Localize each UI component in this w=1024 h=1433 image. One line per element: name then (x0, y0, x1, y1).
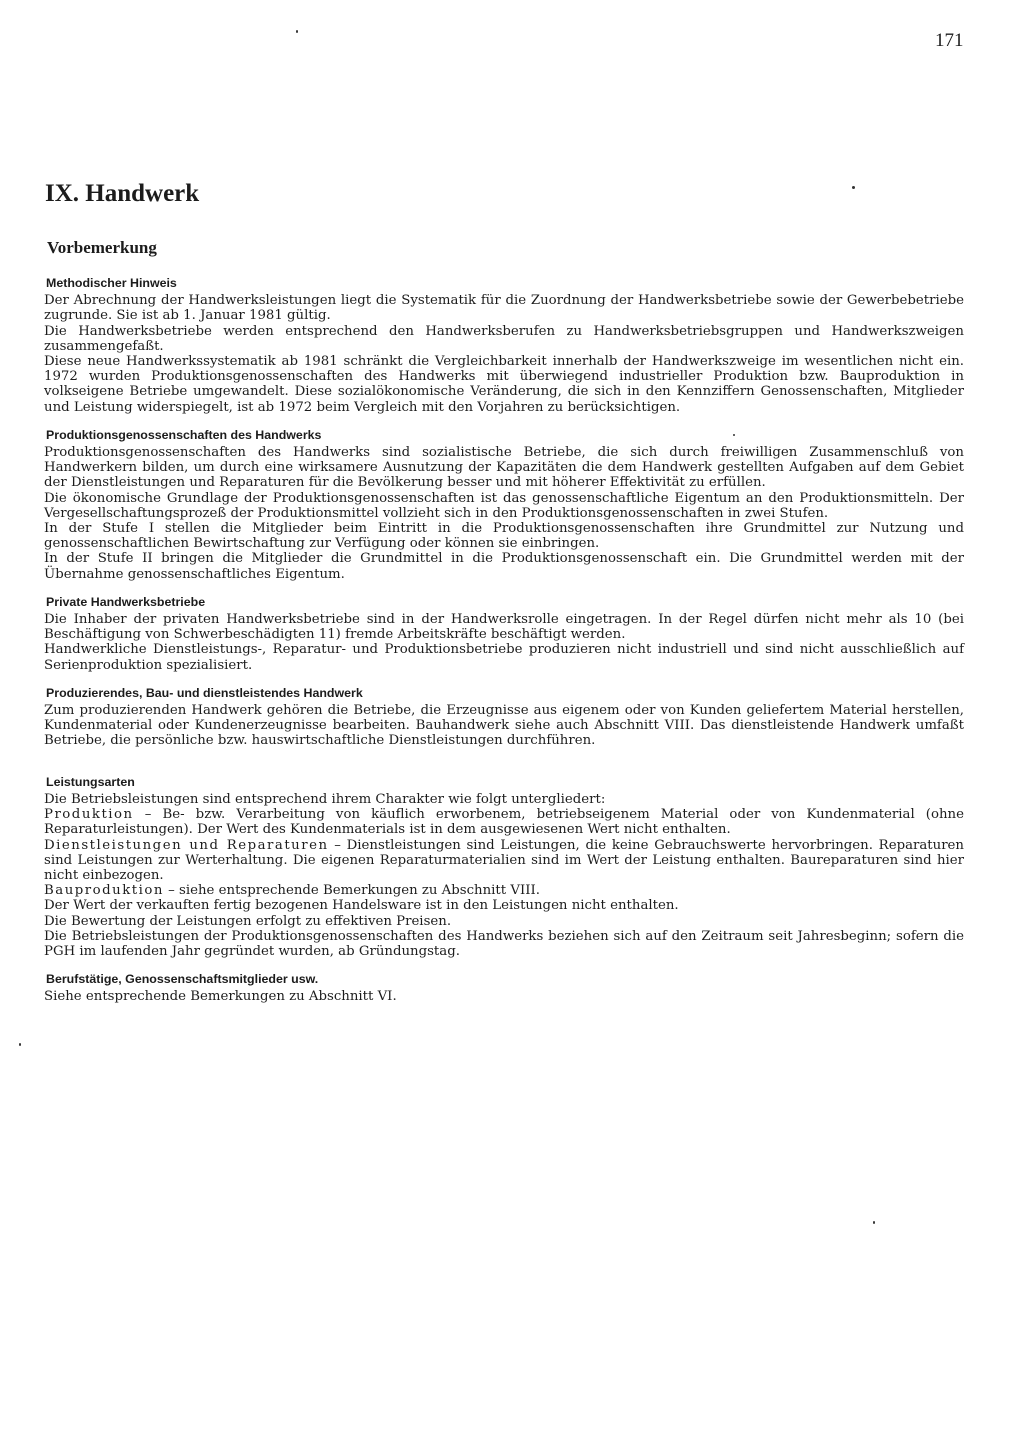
paragraph: Die Handwerksbetriebe werden entsprechend den Handwerksberufen zu Handwerksbetriebsgruppen und Handwerkszweigen zusammengefaßt. (44, 323, 964, 354)
block-heading: Berufstätige, Genossenschaftsmitglieder usw. (46, 972, 319, 987)
leistungsart-entry (44, 883, 964, 898)
leistungsart-entry (44, 838, 964, 884)
paragraph: Die ökonomische Grundlage der Produktionsgenossenschaften ist das genossenschaftliche Eigentum an den Produktionsmitteln. Der Vergesellschaftungsprozeß der Produktionsmittel vollzieht sich in den Produktionsgenossenschaften in zwei Stufen. (44, 490, 964, 521)
scan-speck (873, 1221, 875, 1224)
entry-text: – Be- bzw. Verarbeitung von käuflich erworbenem, betriebseigenem Material oder von Kundenmaterial (ohne Reparaturleistungen). Der Wert des Kundenmaterials ist in dem ausgewiesenen Wert nicht enthalten. (44, 807, 964, 838)
block-heading: Produzierendes, Bau- und dienstleistendes Handwerk (46, 685, 363, 700)
block-produzierendes-handwerk (44, 686, 964, 749)
paragraph: Die Bewertung der Leistungen erfolgt zu effektiven Preisen. (44, 913, 452, 929)
block-leistungsarten (44, 775, 964, 959)
block-methodischer-hinweis (44, 276, 964, 415)
paragraph: Die Inhaber der privaten Handwerksbetriebe sind in der Handwerksrolle eingetragen. In der Regel dürfen nicht mehr als 10 (bei Beschäftigung von Schwerbeschädigten 11) fremde Arbeitskräfte beschäftigt werden. (44, 612, 964, 643)
paragraph: Die Betriebsleistungen der Produktionsgenossenschaften des Handwerks beziehen sich auf den Zeitraum seit Jahresbeginn; sofern die PGH im laufenden Jahr gegründet wurden, ab Gründungstag. (44, 928, 964, 959)
chapter-title: IX. Handwerk (45, 180, 200, 207)
section-title: Vorbemerkung (47, 238, 157, 257)
paragraph: Zum produzierenden Handwerk gehören die Betriebe, die Erzeugnisse aus eigenem oder von Kunden geliefertem Material herstellen, Kundenmaterial oder Kundenerzeugnisse bearbeiten. Bauhandwerk siehe auch Abschnitt VIII. Das dienstleistende Handwerk umfaßt Betriebe, die persönliche bzw. hauswirtschaftliche Dienstleistungen durchführen. (44, 703, 964, 749)
paragraph: Der Wert der verkauften fertig bezogenen Handelsware ist in den Leistungen nicht enthalten. (44, 898, 679, 914)
paragraph: Handwerkliche Dienstleistungs-, Reparatur- und Produktionsbetriebe produzieren nicht industriell und sind nicht ausschließlich auf Serienproduktion spezialisiert. (44, 642, 964, 673)
paragraph: Die Betriebsleistungen sind entsprechend ihrem Charakter wie folgt untergliedert: (44, 791, 606, 807)
block-heading: Methodischer Hinweis (46, 276, 177, 290)
paragraph: Der Abrechnung der Handwerksleistungen liegt die Systematik für die Zuordnung der Handwerksbetriebe sowie der Gewerbebetriebe zugrunde. Sie ist ab 1. Januar 1981 gültig. (44, 293, 964, 324)
entry-text: – Dienstleistungen sind Leistungen, die keine Gebrauchswerte hervorbringen. Reparaturen sind Leistungen zur Werterhaltung. Die eigenen Reparaturmaterialien sind im Wert der Leistung enthalten. Baureparaturen sind hier nicht einbezogen. (44, 837, 964, 883)
block-heading: Leistungsarten (46, 774, 135, 789)
scan-speck (19, 1043, 21, 1046)
block-produktionsgenossenschaften (44, 428, 964, 582)
paragraph: In der Stufe I stellen die Mitglieder beim Eintritt in die Produktionsgenossenschaften ihre Grundmittel zur Nutzung und genossenschaftlichen Bewirtschaftung zur Verfügung oder können sie einbringen. (44, 521, 964, 552)
scan-speck (296, 30, 298, 33)
block-private-handwerksbetriebe (44, 595, 964, 673)
scan-speck (733, 434, 735, 436)
entry-term: Produktion (44, 807, 134, 823)
leistungsart-entry (44, 807, 964, 837)
scan-speck (852, 186, 855, 189)
paragraph: Produktionsgenossenschaften des Handwerks sind sozialistische Betriebe, die sich durch freiwilligen Zusammenschluß von Handwerkern bilden, um durch eine wirksamere Ausnutzung der Kapazitäten die dem Handwerk gestellten Aufgaben auf dem Gebiet der Dienstleistungen und Reparaturen für die Bevölkerung besser und mit höherer Effektivität zu erfüllen. (44, 445, 964, 491)
paragraph: Siehe entsprechende Bemerkungen zu Abschnitt VI. (44, 989, 397, 1005)
document-body (44, 276, 964, 1018)
page-number: 171 (935, 30, 964, 51)
block-heading: Produktionsgenossenschaften des Handwerks (46, 427, 322, 442)
entry-term: Bauproduktion (44, 883, 164, 899)
entry-term: Dienstleistungen und Reparaturen (44, 837, 329, 853)
paragraph: Diese neue Handwerkssystematik ab 1981 schränkt die Vergleichbarkeit innerhalb der Handwerkszweige im wesentlichen nicht ein. 1972 wurden Produktionsgenossenschaften des Handwerks mit überwiegend industrieller Produktion bzw. Bauproduktion in volkseigene Betriebe umgewandelt. Diese sozialökonomische Veränderung, die sich in den Kennziffern Genossenschaften, Mitglieder und Leistung widerspiegelt, ist ab 1972 beim Vergleich mit den Vorjahren zu berücksichtigen. (44, 354, 964, 415)
block-heading: Private Handwerksbetriebe (46, 594, 206, 609)
block-berufstaetige (44, 972, 964, 1004)
paragraph: In der Stufe II bringen die Mitglieder die Grundmittel in die Produktionsgenossenschaft ein. Die Grundmittel werden mit der Übernahme genossenschaftliches Eigentum. (44, 551, 964, 582)
entry-text: – siehe entsprechende Bemerkungen zu Abschnitt VIII. (163, 883, 540, 899)
